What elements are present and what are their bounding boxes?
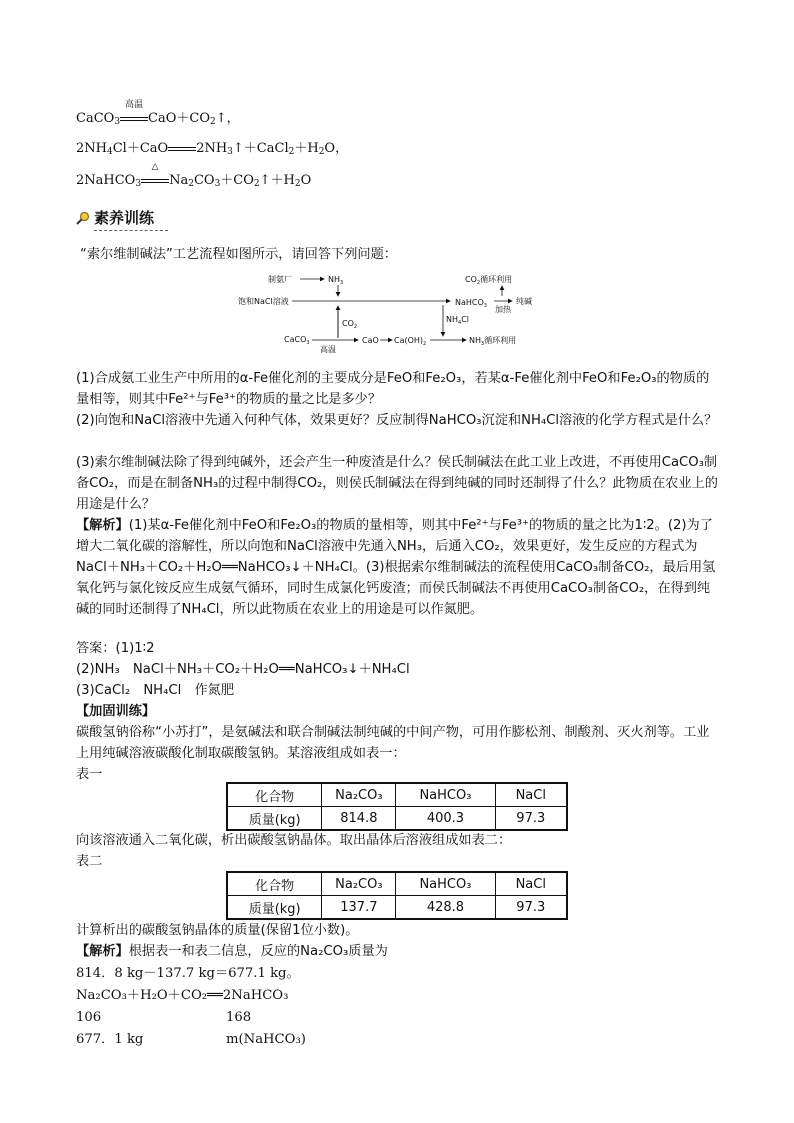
table-cell: 化合物 (227, 872, 322, 896)
equation-3: 2NaHCO$_3$ △ $Na_2CO_3+CO_2↑+H_2O$ (76, 162, 312, 189)
table-row (227, 896, 567, 920)
question-3: (3)索尔维制碱法除了得到纯碱外，还会产生一种废渣是什么？侯氏制碱法在此工业上改进，不再使用CaCO₃制备CO₂，而是在制备NH₃的过程中制得CO₂，则侯氏制碱法在得到纯碱的同时还制得了什么？此物质在农业上的用途是什么？ (76, 455, 718, 512)
diag-nh3: $NH_3$ (328, 275, 344, 286)
table-cell: NaHCO₃ (396, 783, 495, 807)
diag-caco3: CaCO$_3$ (284, 335, 310, 346)
table-cell: NaCl (495, 783, 567, 807)
table-1 (226, 782, 568, 831)
table-cell: 质量(kg) (227, 807, 322, 831)
process-flow-diagram (238, 268, 570, 358)
answer-1: 答案：(1)1∶2 (76, 641, 155, 656)
diag-nahco3: NaHCO$_3$ (455, 298, 487, 309)
diag-nh4cl: $NH_4Cl$ (446, 315, 469, 326)
eq1-arrow (120, 100, 148, 128)
question-2: (2)向饱和NaCl溶液中先通入何种气体，效果更好？反应制得NaHCO₃沉淀和NH₄Cl溶液的化学方程式是什么？ (76, 413, 718, 428)
table-cell: 质量(kg) (227, 896, 322, 920)
table-cell: 137.7 (322, 896, 396, 920)
diag-soda: 纯碱 (516, 297, 532, 306)
reinforce-paragraph-3: 计算析出的碳酸氢钠晶体的质量(保留1位小数)。 (76, 923, 359, 938)
diag-caoh2: $Ca(OH)_2$ (394, 336, 427, 347)
molar-mass-1: 106 (76, 1010, 102, 1025)
answer-2: (2)NH₃ NaCl＋NH₃＋CO₂＋H₂O══NaHCO₃↓＋NH₄Cl (76, 662, 410, 677)
table-cell: 97.3 (495, 807, 567, 831)
section-title: 素养训练 (94, 207, 168, 228)
diag-cao: CaO (362, 336, 379, 345)
question-1: (1)合成氨工业生产中所用的α-Fe催化剂的主要成分是FeO和Fe₂O₃，若某α-Fe催化剂中FeO和Fe₂O₃的物质的量相等，则其中Fe²⁺与Fe³⁺的物质的量之比是多少？ (76, 371, 710, 407)
table-cell: 814.8 (322, 807, 396, 831)
answer-3: (3)CaCl₂ NH₄Cl 作氮肥 (76, 683, 235, 698)
value-1: 677．1 kg (76, 1032, 144, 1047)
table-cell: NaHCO₃ (396, 872, 495, 896)
table-cell: Na₂CO₃ (322, 783, 396, 807)
analysis-2-text: 根据表一和表二信息，反应的Na₂CO₃质量为 (128, 944, 388, 959)
reinforce-paragraph-1: 碳酸氢钠俗称“小苏打”，是氨碱法和联合制碱法制纯碱的中间产物，可用作膨松剂、制酸剂、灭火剂等。工业上用纯碱溶液碳酸化制取碳酸氢钠。某溶液组成如表一： (76, 725, 710, 761)
analysis-2 (76, 941, 721, 962)
equation-2: $2NH_4Cl+CaO$ $2NH_3↑+CaCl_2+H_2O$， (76, 141, 349, 157)
diag-heat: 加热 (495, 305, 511, 314)
diag-co2-cycle: $CO_2$循环利用 (465, 275, 513, 286)
table-row (227, 872, 567, 896)
section-header (76, 207, 168, 228)
table-cell: 化合物 (227, 783, 322, 807)
eq1-left: CaCO (76, 111, 115, 126)
equation-1: CaCO$_3$ 高温 $CaO+CO_2↑$， (76, 100, 240, 127)
eq1-right: CaO＋CO (148, 111, 211, 126)
table-cell: 428.8 (396, 896, 495, 920)
table-row (227, 807, 567, 831)
value-2: m(NaHCO₃) (226, 1032, 306, 1047)
analysis-2-label: 【解析】 (76, 944, 129, 959)
eq1-condition: 高温 (125, 100, 144, 110)
diag-nh3-cycle: $NH_3$循环利用 (469, 336, 517, 347)
table-row (227, 783, 567, 807)
eq3-condition: △ (151, 162, 159, 172)
molar-mass-2: 168 (226, 1010, 252, 1025)
analysis-1-text: (1)某α-Fe催化剂中FeO和Fe₂O₃的物质的量相等，则其中Fe²⁺与Fe³⁺的物质的量之比为1∶2。(2)为了增大二氧化碳的溶解性，所以向饱和NaCl溶液中先通入NH₃，后通入CO₂，效果更好，发生反应的方程式为NaCl＋NH₃＋CO₂＋H₂O══NaHCO₃↓＋NH₄Cl。(3)根据索尔维制碱法的流程使用CaCO₃制备CO₂，最后用氢氧化钙与氯化铵反应生成氨气循环，同时生成氯化钙废渣；而侯氏制碱法不再使用CaCO₃制备CO₂，在得到纯碱的同时还制得了NH₄Cl，所以此物质在农业上的用途是可以作氮肥。 (76, 518, 716, 617)
table-cell: 97.3 (495, 896, 567, 920)
reinforce-paragraph-2: 向该溶液通入二氧化碳，析出碳酸氢钠晶体。取出晶体后溶液组成如表二： (76, 833, 512, 848)
table-1-label: 表一 (76, 767, 103, 782)
table-cell: NaCl (495, 872, 567, 896)
table-cell: 400.3 (396, 807, 495, 831)
magnifier-icon (76, 211, 90, 225)
eq2-right: 2NH (196, 141, 228, 156)
analysis-1-label: 【解析】 (76, 518, 129, 533)
eq3-left: 2NaHCO (76, 173, 136, 188)
eq3-right: Na (169, 173, 189, 188)
diag-brine: 饱和NaCl溶液 (238, 297, 289, 306)
eq2-left: 2NH (76, 141, 107, 156)
diag-high-temp: 高温 (320, 345, 336, 354)
reinforce-label: 【加固训练】 (76, 704, 156, 719)
table-2-label: 表二 (76, 854, 103, 869)
table-2 (226, 871, 568, 920)
analysis-2-calc-1: 814．8 kg－137.7 kg＝677.1 kg。 (76, 966, 300, 981)
table-cell: Na₂CO₃ (322, 872, 396, 896)
analysis-1 (76, 515, 721, 620)
analysis-2-calc-2: Na₂CO₃＋H₂O＋CO₂══2NaHCO₃ (76, 988, 289, 1003)
diag-co2: $CO_2$ (342, 319, 358, 330)
diag-factory: 制氨厂 (268, 275, 292, 284)
eq3-arrow (141, 162, 169, 190)
intro-text: “索尔维制碱法”工艺流程如图所示，请回答下列问题： (80, 247, 397, 262)
